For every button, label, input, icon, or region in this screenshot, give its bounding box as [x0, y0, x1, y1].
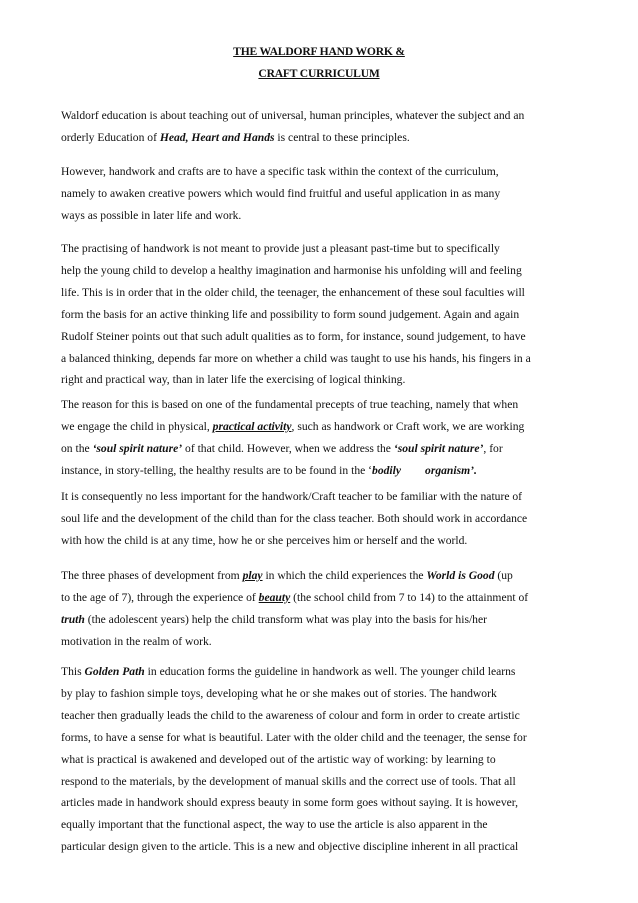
emphasis-golden-path: Golden Path — [84, 665, 145, 678]
text-line: It is consequently no less important for the handwork/Craft teacher to be familiar with the nature of — [61, 490, 523, 503]
text-line: on the ‘soul spirit nature’ of that child. However, when we address the ‘soul spirit nature’, for — [61, 441, 503, 455]
emphasis-bodily: bodily — [372, 463, 402, 477]
emphasis-practical-activity: practical activity — [212, 419, 292, 433]
paragraph-handwork-task — [61, 161, 581, 227]
text-line: Waldorf education is about teaching out of universal, human principles, whatever the subject and an — [61, 109, 525, 122]
text-line: The practising of handwork is not meant to provide just a pleasant past-time but to specifically — [61, 242, 500, 255]
paragraph-golden-path — [61, 661, 581, 858]
text-line: motivation in the realm of work. — [61, 634, 212, 648]
text-line: teacher then gradually leads the child to the awareness of colour and form in order to create artistic — [61, 708, 520, 722]
text-line: The three phases of development from play in which the child experiences the World is Good (up — [61, 569, 513, 582]
text-line: orderly Education of Head, Heart and Hands is central to these principles. — [61, 130, 410, 144]
paragraph-reason — [61, 394, 581, 482]
text-line: with how the child is at any time, how he or she perceives him or herself and the world. — [61, 533, 468, 547]
text-line: what is practical is awakened and developed out of the artistic way of working: by learning to — [61, 752, 496, 766]
text-line: life. This is in order that in the older child, the teenager, the enhancement of these soul faculties will — [61, 285, 525, 299]
text-line: truth (the adolescent years) help the child transform what was play into the basis for his/her — [61, 612, 487, 626]
text-line: right and practical way, than in later life the exercising of logical thinking. — [61, 373, 406, 387]
emphasis-head-heart-hands: Head, Heart and Hands — [159, 130, 275, 144]
text-line: we engage the child in physical, practical activity, such as handwork or Craft work, we are working — [61, 419, 525, 433]
text-line: respond to the materials, by the development of manual skills and the correct use of tools. That all — [61, 774, 516, 788]
text-line: instance, in story-telling, the healthy results are to be found in the ‘bodily organism’. — [61, 463, 477, 477]
text-line: This Golden Path in education forms the guideline in handwork as well. The younger child learns — [61, 665, 516, 678]
text-line: equally important that the functional aspect, the way to use the article is also apparent in the — [61, 818, 488, 832]
text-line: forms, to have a sense for what is beautiful. Later with the older child and the teenager, the sense for — [61, 730, 527, 744]
text-line: a balanced thinking, depends far more on whether a child was taught to use his hands, his fingers in a — [61, 351, 531, 365]
emphasis-beauty: beauty — [258, 590, 291, 604]
text-line: However, handwork and crafts are to have a specific task within the context of the curriculum, — [61, 165, 499, 178]
text-line: to the age of 7), through the experience of beauty (the school child from 7 to 14) to the attainment of — [61, 590, 529, 604]
text-line: help the young child to develop a healthy imagination and harmonise his unfolding will and feeling — [61, 263, 522, 277]
text-line: articles made in handwork should express beauty in some form goes without saying. It is however, — [61, 796, 519, 810]
paragraph-practising-handwork — [61, 238, 581, 391]
text-line: The reason for this is based on one of the fundamental precepts of true teaching, namely that when — [61, 398, 519, 411]
text-line: Rudolf Steiner points out that such adult qualities as to form, for instance, sound judgement, to have — [61, 329, 526, 343]
text-line: ways as possible in later life and work. — [61, 208, 242, 222]
emphasis-soul-spirit-nature: ‘soul spirit nature’ — [92, 441, 183, 455]
document-title-line-2: CRAFT CURRICULUM — [258, 67, 380, 80]
text-line: by play to fashion simple toys, developing what he or she makes out of stories. The handwork — [61, 686, 497, 700]
paragraph-handwork-teacher — [61, 486, 581, 552]
emphasis-soul-spirit-nature: ‘soul spirit nature’ — [393, 441, 484, 455]
text-line: soul life and the development of the child than for the class teacher. Both should work in accordance — [61, 511, 528, 525]
paragraph-intro — [61, 105, 581, 149]
emphasis-organism: organism’. — [425, 463, 477, 477]
emphasis-play: play — [242, 569, 263, 582]
text-line: form the basis for an active thinking life and possibility to form sound judgement. Again and again — [61, 307, 520, 321]
emphasis-world-is-good: World is Good — [426, 569, 495, 582]
paragraph-three-phases — [61, 565, 581, 653]
text-line: namely to awaken creative powers which would find fruitful and useful application in as many — [61, 186, 501, 200]
text-line: particular design given to the article. This is a new and objective discipline inherent in all practical — [61, 840, 519, 854]
document-title-line-1: THE WALDORF HAND WORK & — [233, 45, 405, 58]
emphasis-truth: truth — [61, 612, 85, 626]
